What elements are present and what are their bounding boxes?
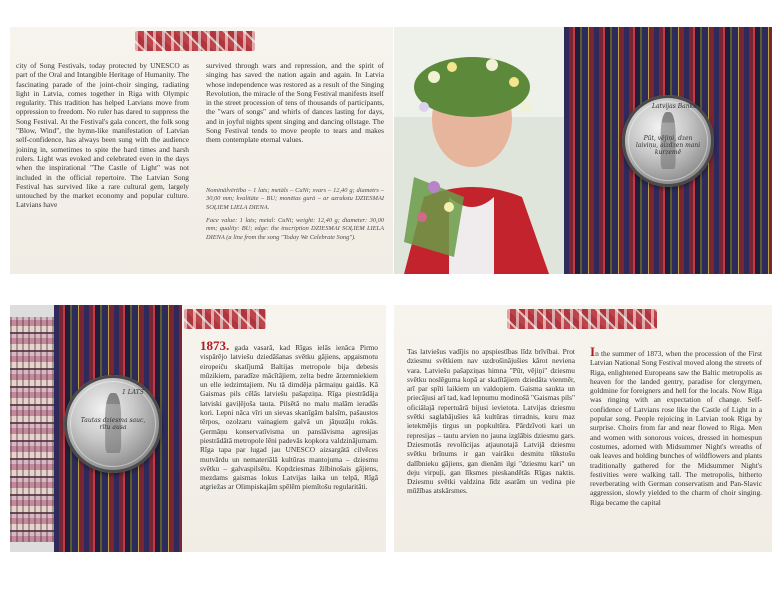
plaid-textile [10, 317, 54, 542]
drop-cap: I [590, 344, 596, 359]
bottom-left-page [10, 305, 182, 552]
bottom-right-page [394, 305, 772, 552]
coin-face-text: Pūt, vējiņi, dzen laiviņu, aizdzen mani kurzemē [635, 135, 701, 156]
english-text-column [590, 344, 763, 507]
coin-face-text-bottom: Tautas dziesma sauc, rītu ausa [80, 417, 146, 431]
coin-spec-en: Face value: 1 lats; metal: CuNi; weight: 12,40 g; diameter: 30,00 mm; quality: BU; edge: the inscription DZIESMAI SOĻIEM LIELA DIENA (a line from the song "Today We Celebrate Song"). [206, 217, 384, 241]
coin-rim-text: Latvijas Banka [652, 103, 697, 110]
english-body: n the summer of 1873, when the procession of the First Latvian National Song Festival moved along the streets of Riga, enlightened Europeans saw the Baltic metropolis as heaven for the landed gentry, paradise for clergymen, goldmine for foreigners and hell for the locals. Now Riga was ringing with an expectation of change. Self-confidence of Latvians rose like the Castle of Light in a popular song. People rejoicing in Latvian took Riga by surprise. Choirs from far and near flowed to Riga. Men and women with sonorous voices, dressed in homespun costumes, adorned with Midsummer Night's wreaths of oak leaves and holding bunches of wildflowers and plants traditionally gathered for the Midsummer Night's festivities were walking tall. The metropolis, hitherto reverberating with German conservatism and Pan-Slavic aggression, slowly yielded to the charm of choir singing. Riga became the capital [590, 349, 763, 507]
folk-ornament-band-2 [184, 309, 266, 329]
text-column-2: survived through wars and repression, and the spirit of singing has saved the nation again and again. In Latvia whose independence was restored as a result of the Singing Revolution, the miracle of the Song Festival manifests itself in the street procession of tens of thousands of participants, the "wars of songs" and whirls of dances lasting for days, and in joyful nights spent singing and dancing ollstage. The Song Festival tends to move people to tears and makes them contemplate eternal values. [206, 61, 384, 145]
top-left-page [10, 27, 393, 274]
latvian-body: gada vasarā, kad Rīgas ielās ienāca Pirmo vispārējo latviešu dziedāšanas svētku gājiens, apgaismotu eiropeiču skatījumā Baltijas metropole bija debesis mūzikiem, paradīze mācītājiem, zelta bedre ārzemniekiem un elle iedzimtajiem. Nu tā dimdēja pārmaiņu gaidās. Kā Gaismas pils cēlās latviešu pašapziņa. Rīga piestrādāja latviski gaviļējoša tauta. Pilsētā no malu malām ieradās kori. Lepni nāca vīri un sievas skanīgām balsīm, pašaustos tērpos, ozolzaru vainagiem galvā un jāņuzāļu rokās. Ģermāņu konservatīvisma un panslāvisma agresijas piestrādātā metropole lēni padevās kopkora valdzinājumam. Rīga tapa par lugad jau UNESCO aizsargātā cilvēces mutvārdu un nemateriālā kultūras mantojuma – dziesmu svētku – galvaspilsētu. Kopdziesmas žilbinošais gājiens, mezdams gaismas lokus Latvijas laika un telpā, Rīgā atgriežas ar Olimpiskajām spēlēm piemītošu regularitāti. [200, 343, 378, 492]
coin-obverse [622, 95, 714, 187]
coin-reverse [64, 375, 162, 473]
coin-spec-lv: Nominālvērtība – 1 lats; metāls – CuNi; svars – 12,40 g; diametrs – 30,00 mm; kvalitāte – BU; monētas gurā – ar uzrakstu DZIESMAI SOĻIEM LIELA DIENA. [206, 187, 384, 211]
latvian-text-column: Tas latviešus vadījis no apspiestības līdz brīvībai. Prot dziesmu svētkiem nav uzdrošinājušies kārot neviena vara. Latviešu pašapziņas himna "Pūt, vējiņi" dziesmu svētku noslēguma kopā ar skatītājiem dziedāta vienmēr, arī par spīti laikiem un valdoņiem. Gaisma saukta un priecājusi arī tad, kad lepnumu modinošā "Gaismas pils" oficiālajā repertuārā bijusi ievietota. Latvijas dziesmu svētki saglabājušies kā kultūras tirradnis, kuru maz ietekmējis tirgus un popkultūra. Pārdzīvoti kari un represijas – tautu arvien no jauna izglābis dziesmu gars. Dziesmotās revolūcijas atjaunotajā Latvijā dziesmu svētku brīnums ir gan vairāku desmitu tūkstošu dalībnieku gājiens, gan dienām ilgi "dziesmu kari" un deju virpuļi, gan līksmes pieskandētās Rīgas naktis. Dziesmu svētki valdzina līdz asarām un vedina pie mūžības atskārsmes. [407, 347, 575, 496]
top-right-page [394, 27, 772, 274]
latvian-intro-text [200, 338, 378, 492]
bottom-middle-page [182, 305, 386, 552]
folk-ornament-band [135, 31, 255, 51]
coin-rim-text-bottom: 1 LATS [122, 389, 144, 396]
singer-photo [394, 27, 564, 274]
year-initial: 1873. [200, 338, 230, 353]
folk-ornament-band-3 [507, 309, 657, 329]
text-column-1: city of Song Festivals, today protected by UNESCO as part of the Oral and Intangible Heritage of Humanity. The fascinating parade of the joint-choir singing, radiating light in Latvia, comes together in Riga with Olympic regularity. This tradition has helped Latvians move from oppression to freedom. No ruler has dared to suppress the Song Festival. At the Festival's gala concert, the folk song "Blow, Wind", the hymn-like manifestation of Latvian self-confidence, has always been sung with the audience joining in, sometimes to spite the hard times and harsh rulers. Light was evoked and celebrated even in the days when the inspirational "The Castle of Light" was not included in the official repertoire. The Latvian Song Festival has survived like a rare cultural gem, largely untouched by the market economy and popular culture. Latvians have [16, 61, 189, 210]
